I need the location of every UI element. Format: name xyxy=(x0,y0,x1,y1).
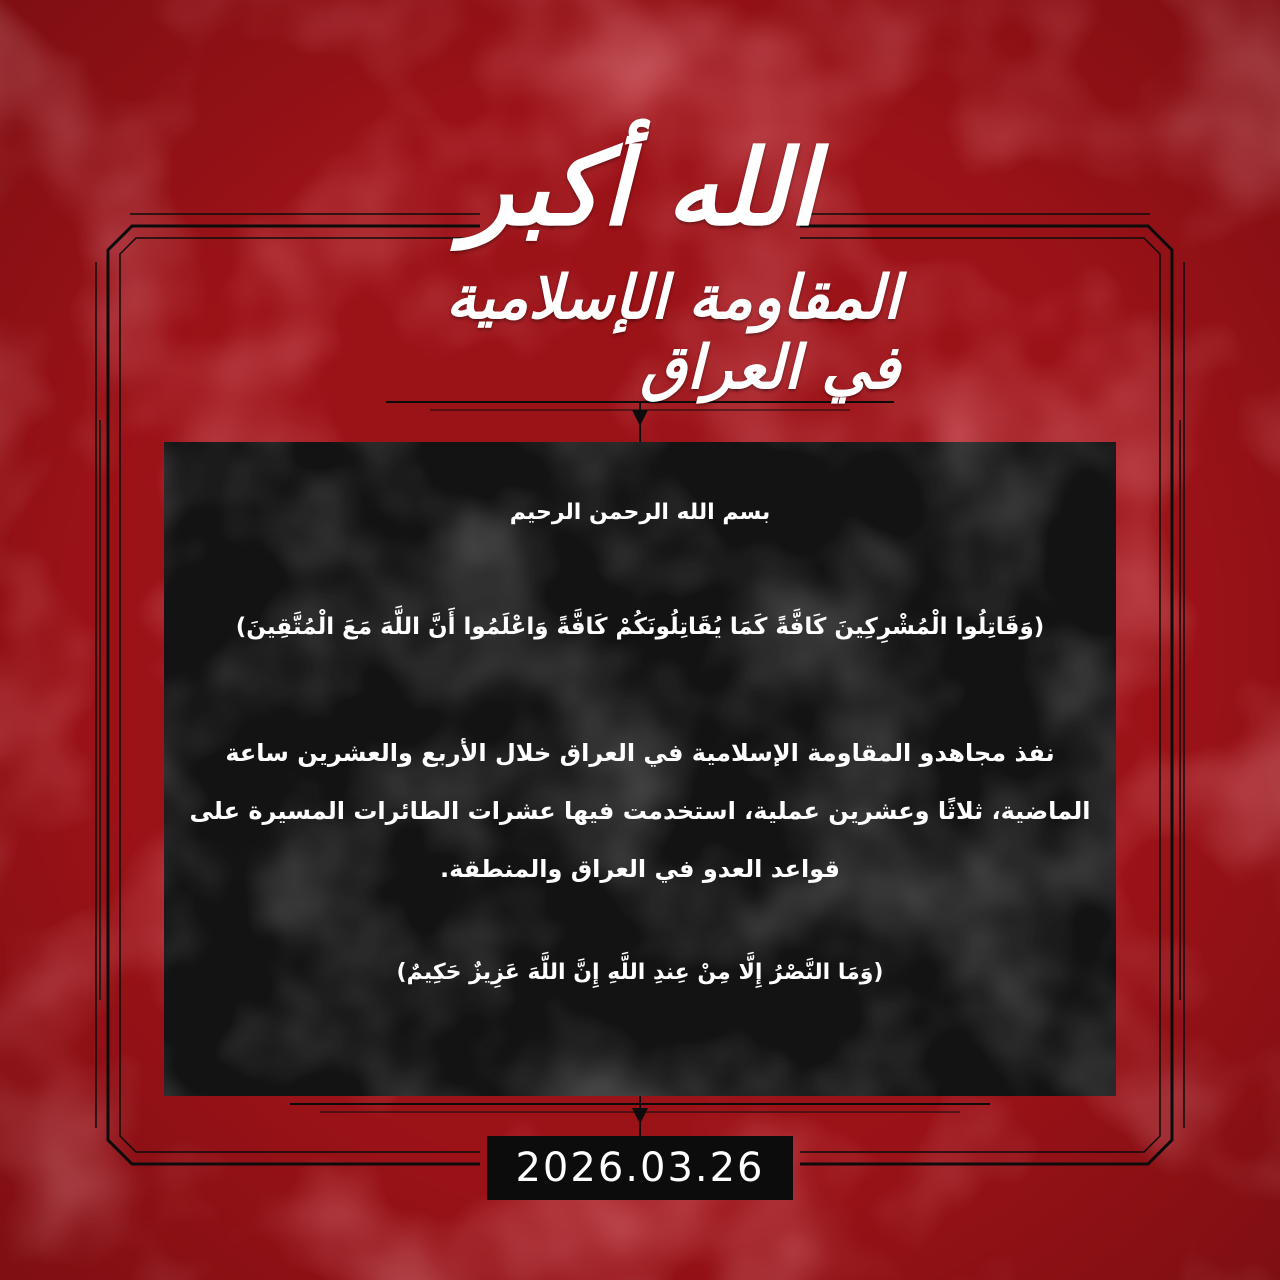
center-arrow-top xyxy=(632,410,648,426)
logo-organization-name: المقاومة الإسلامية في العراق xyxy=(445,263,900,403)
center-arrow-bottom xyxy=(632,1108,648,1124)
statement-text xyxy=(164,442,1116,1096)
date-badge xyxy=(487,1136,793,1200)
date-text: 2026.03.26 xyxy=(515,1145,765,1191)
closing-verse: (وَمَا النَّصْرُ إِلَّا مِنْ عِندِ اللَّهِ إِنَّ اللَّهَ عَزِيزٌ حَكِيمٌ) xyxy=(396,960,884,985)
logo-takbir: الله أكبر xyxy=(462,125,818,249)
statement-panel xyxy=(164,442,1116,1096)
basmala: بسم الله الرحمن الرحيم xyxy=(509,500,771,525)
statement-body: نفذ مجاهدو المقاومة الإسلامية في العراق خلال الأربع والعشرين ساعة الماضية، ثلاثًا وعشرين عملية، استخدمت فيها عشرات الطائرات المسيرة على قواعد العدو في العراق والمنطقة. xyxy=(189,739,1091,883)
opening-verse: (وَقَاتِلُوا الْمُشْرِكِينَ كَافَّةً كَمَا يُقَاتِلُونَكُمْ كَافَّةً وَاعْلَمُوا أَنَّ اللَّهَ مَعَ الْمُتَّقِينَ) xyxy=(235,614,1045,640)
